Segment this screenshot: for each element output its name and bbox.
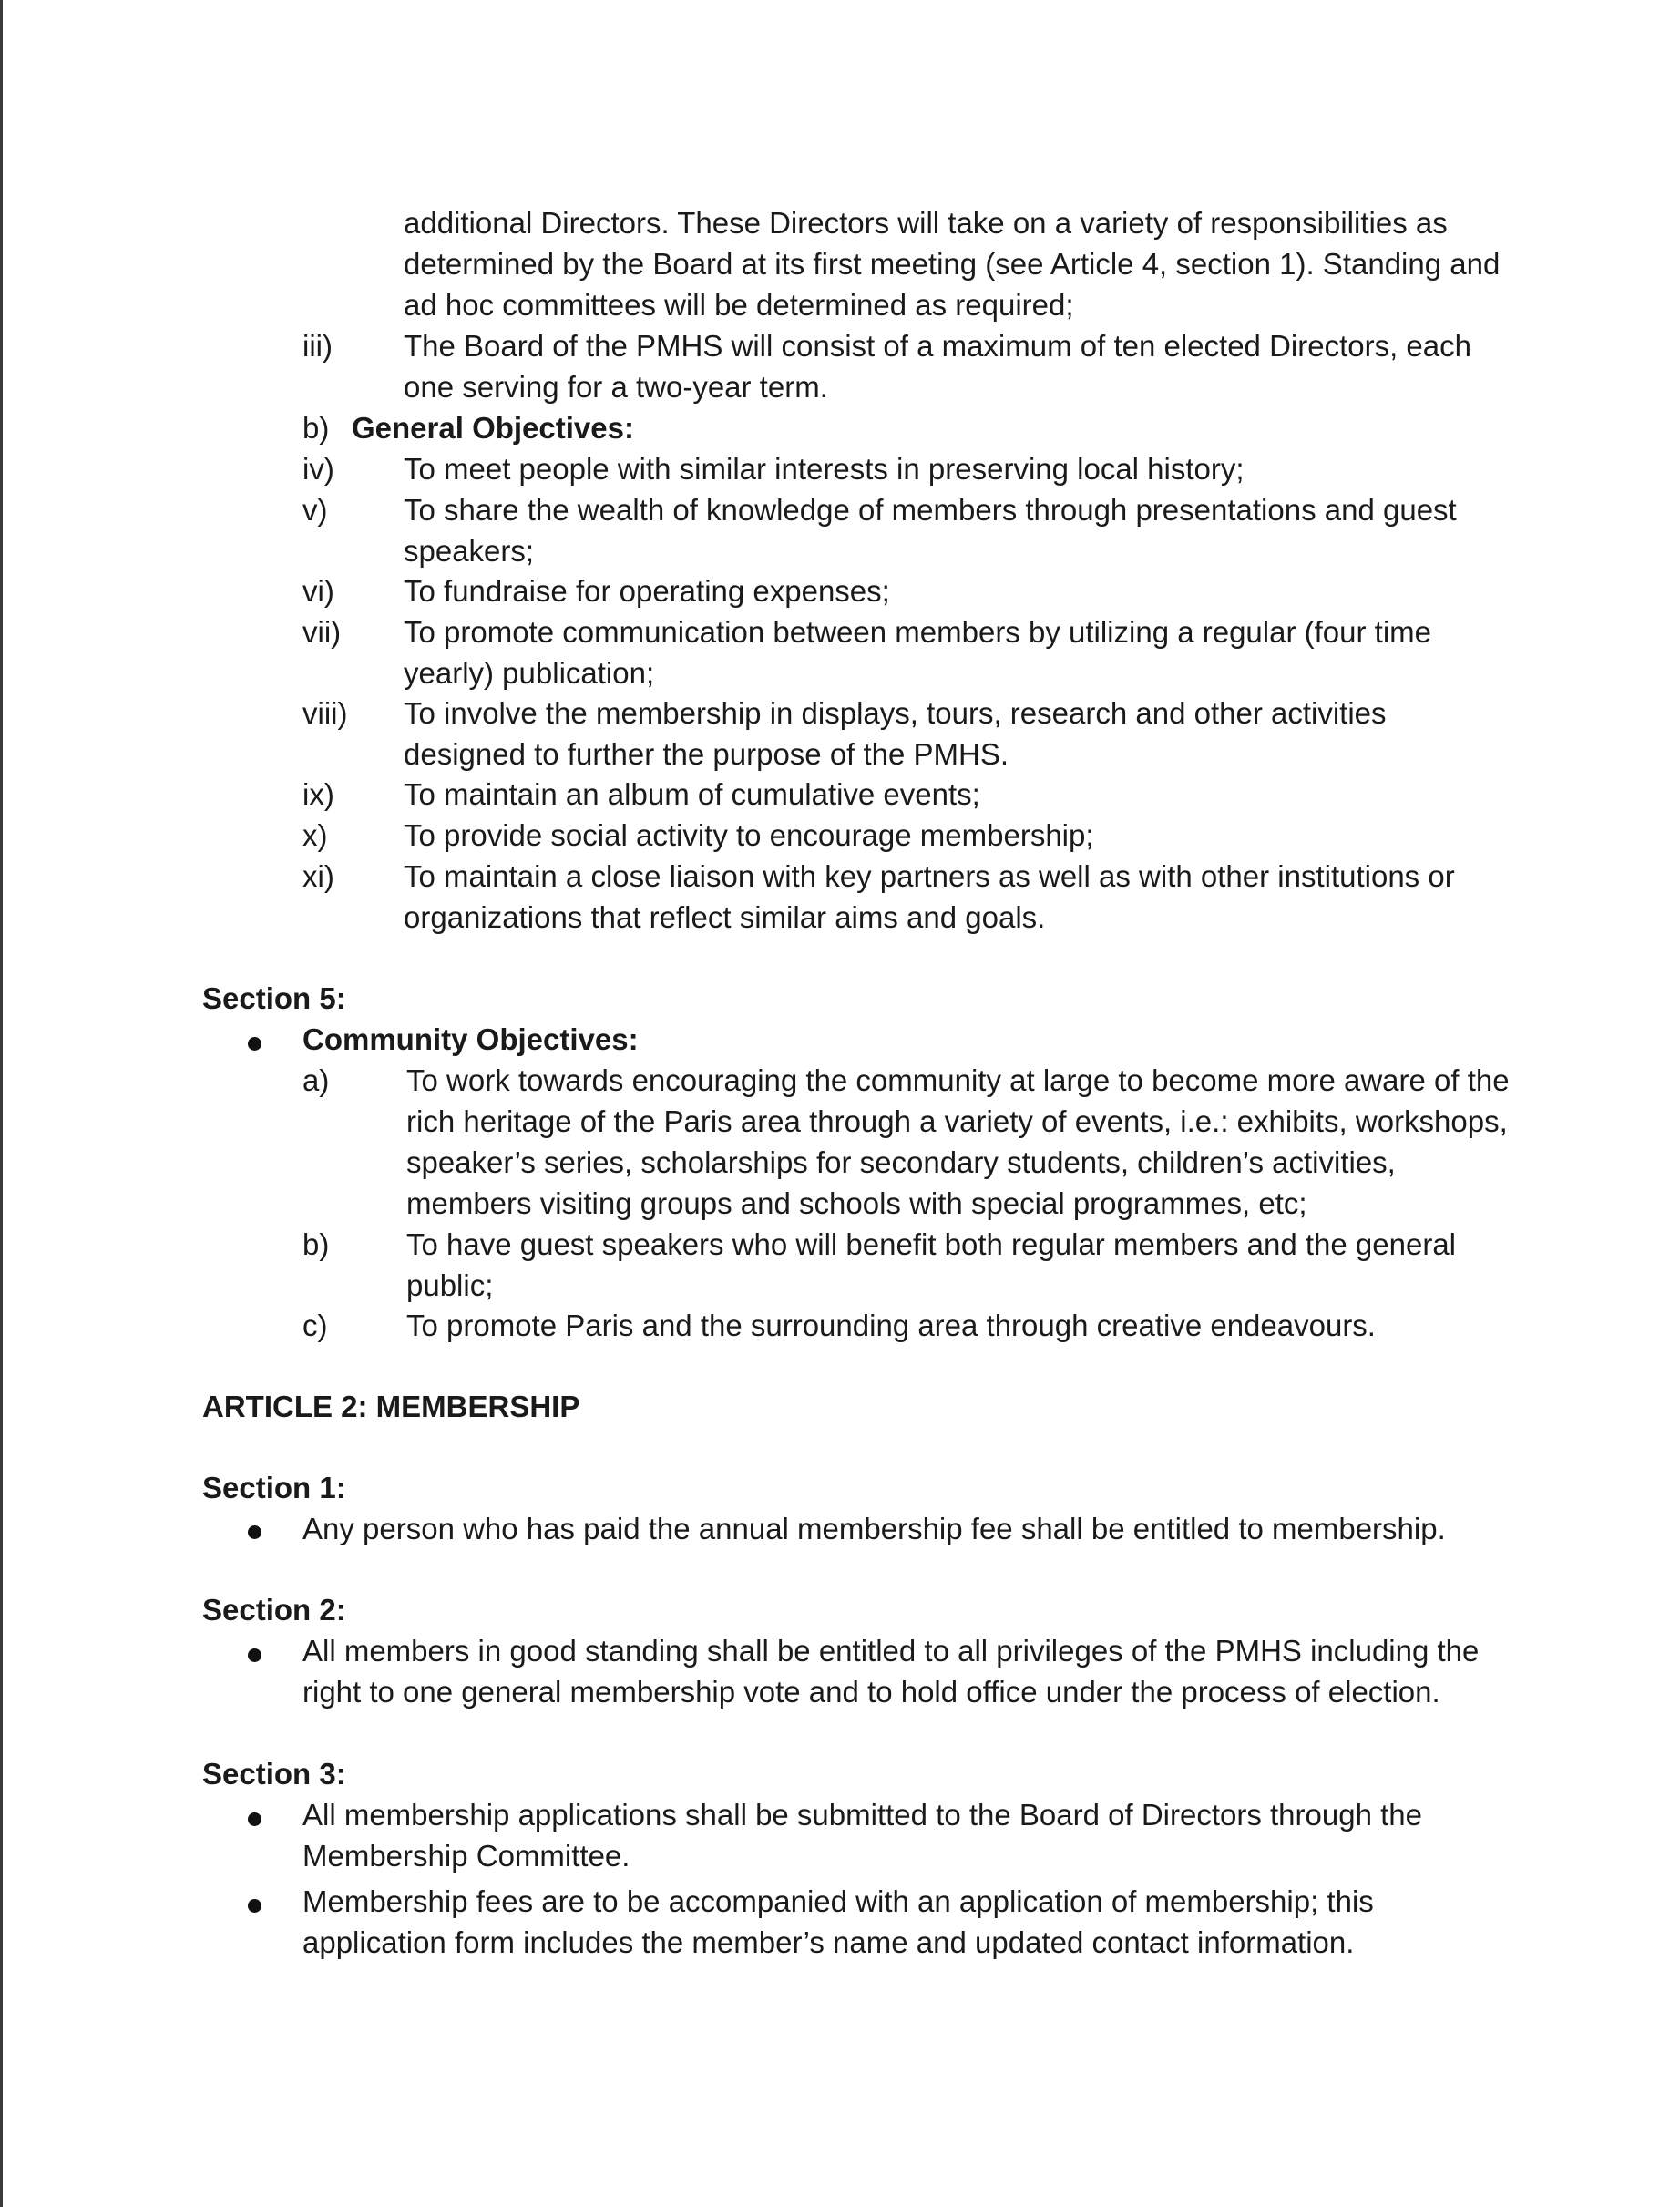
- section5-heading: Section 5:: [202, 981, 346, 1015]
- list-marker-c: c): [302, 1309, 328, 1342]
- list-marker-v: v): [302, 493, 328, 527]
- bullet-dot: [248, 1812, 261, 1826]
- list-item-viii-text: To involve the membership in displays, tours, research and other activities designed to further the purpose of the PMHS.: [404, 696, 1387, 771]
- article2-section3-heading: Section 3:: [202, 1757, 346, 1791]
- list-item-b-text: To have guest speakers who will benefit both regular members and the general public;: [406, 1227, 1457, 1302]
- general-objectives-letter: b): [302, 411, 330, 445]
- bullet-dot: [248, 1648, 261, 1662]
- list-marker-a: a): [302, 1063, 330, 1097]
- list-marker-ix: ix): [302, 777, 334, 811]
- article2-heading: ARTICLE 2: MEMBERSHIP: [202, 1390, 580, 1423]
- article2-section3-bullet-2: Membership fees are to be accompanied with an application of membership; this application form includes the member’s name and updated contact information.: [302, 1884, 1374, 1959]
- list-marker-vi: vi): [302, 574, 334, 608]
- list-item-a-text: To work towards encouraging the community at large to become more aware of the rich heritage of the Paris area through a variety of events, i.e.: exhibits, workshops, speaker’s series, scholarships for secondary students, children’s activities, members visiting groups and schools with special programmes, etc;: [406, 1063, 1510, 1220]
- list-item-c-text: To promote Paris and the surrounding area through creative endeavours.: [406, 1309, 1376, 1342]
- list-item-vii-text: To promote communication between members by utilizing a regular (four time yearly) publication;: [404, 615, 1431, 690]
- list-item-xi-text: To maintain a close liaison with key partners as well as with other institutions or organizations that reflect similar aims and goals.: [404, 859, 1455, 934]
- bullet-dot: [248, 1899, 261, 1913]
- list-marker-xi: xi): [302, 859, 334, 893]
- list-marker-iii: iii): [302, 329, 333, 363]
- list-marker-b: b): [302, 1227, 330, 1261]
- general-objectives-heading: General Objectives:: [352, 411, 634, 445]
- list-item-vi-text: To fundraise for operating expenses;: [404, 574, 890, 608]
- bullet-dot: [248, 1525, 261, 1539]
- article2-section2-bullet-1: All members in good standing shall be entitled to all privileges of the PMHS including the right to one general membership vote and to hold office under the process of election.: [302, 1634, 1480, 1709]
- intro-continuation-paragraph: additional Directors. These Directors will take on a variety of responsibilities as determined by the Board at its first meeting (see Article 4, section 1). Standing and ad hoc committees will be determined as required;: [404, 206, 1501, 322]
- article2-section3-bullet-1: All membership applications shall be submitted to the Board of Directors through the Membership Committee.: [302, 1798, 1422, 1873]
- list-item-v-text: To share the wealth of knowledge of members through presentations and guest speakers;: [404, 493, 1457, 568]
- list-marker-iv: iv): [302, 452, 334, 486]
- list-item-x-text: To provide social activity to encourage membership;: [404, 818, 1094, 852]
- list-marker-vii: vii): [302, 615, 342, 649]
- article2-section1-heading: Section 1:: [202, 1471, 346, 1504]
- community-objectives-heading: Community Objectives:: [302, 1022, 639, 1056]
- list-item-ix-text: To maintain an album of cumulative events;: [404, 777, 980, 811]
- article2-section1-bullet-1: Any person who has paid the annual membership fee shall be entitled to membership.: [302, 1512, 1446, 1545]
- list-marker-viii: viii): [302, 696, 348, 730]
- list-marker-x: x): [302, 818, 328, 852]
- article2-section2-heading: Section 2:: [202, 1593, 346, 1627]
- list-item-iv-text: To meet people with similar interests in preserving local history;: [404, 452, 1245, 486]
- bullet-dot: [248, 1037, 261, 1051]
- list-item-iii-text: The Board of the PMHS will consist of a maximum of ten elected Directors, each one serving for a two-year term.: [404, 329, 1471, 404]
